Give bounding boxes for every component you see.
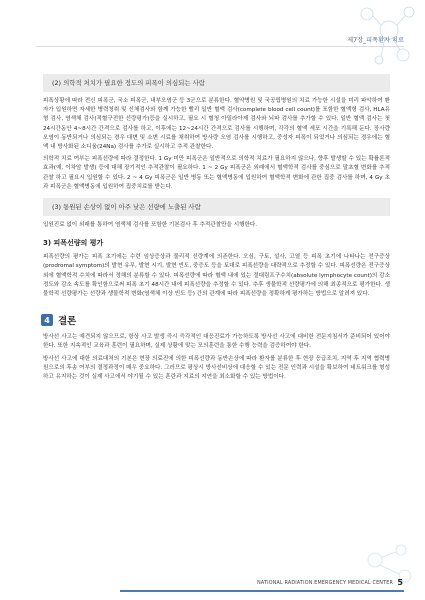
page-content [43,68,390,385]
chapter-title: 피폭환자 치료 [366,37,404,44]
sub2-paragraph-1: 입원진료 없이 외래를 통하여 염색체 검사를 포함한 기본검사 후 추적관찰만을 시행한다. [43,222,258,229]
footer-rule [120,590,404,592]
section3-paragraph-1: 피폭선량의 평가는 피폭 초기에는 수련 임상증상과 물리적 선량계에 의존한다. 오심, 구토, 설사, 고열 등 피폭 초기에 나타나는 전구증상(prodromal symptom)의 발현 유무, 발현 시기, 발현 빈도, 중증도 등을 토대로 피폭선량을 대략적으로 추정할 수 있다. 피폭선량은 전구증상 외에 혈액학적 수치에 따라서 정해의 분류할 수 있다. 피폭선량에 따라 혈액 내에 있는 절대림프구수치(absolute lymphocyte count)의 감소 정도와 감소 속도를 확인함으로써 피폭 초기 48시간 내에 피폭선량을 추정할 수 있다. 추후 생물학적 선량평가에 의해 최종적으로 평가한다. 생물학적 선량평가는 선량과 생물학적 변화(염색체 이상 빈도 등) 간의 관계에 따라 피폭선량을 정확하게 평가하는 방법으로 알려져 있다. [43,254,390,298]
sub1-heading-box [43,74,390,92]
chapter-label: 제7장_ [347,37,367,44]
sub2-heading-box [43,198,390,216]
sub1-paragraph-1: 피폭상황에 따라 전신 피폭군, 국소 피폭군, 내부오염군 등 3군으로 분류한다. 혈약병원 및 국공립병원의 치료 가능한 시설을 미리 파악하여 환자가 입원하면 자세한 병력청취 및 신체검사와 함께 가능한 빨리 일반 혈액 검사(complete blood cell count)를 포함한 혈액형 검사, HLA유형 검사, 염색체 검사(적혈구전한 선량평가)등을 실시하고, 필요 시 혈청 아밀라아제 검사와 뇌파 검사를 추가할 수 있다. 일반 혈액 검사는 첫 24시간동안 4~8시간 간격으로 검사를 하고, 이후에는 12~24시간 간격으로 검사를 시행하며, 각각의 혈액 세포 시간을 기록해 둔다. 장사량 오염이 동반되거나 의심되는 경우 대변 및 소변 시료를 채취하여 방사량 오염 검사를 시행하고, 중성자 피폭이 되었거나 의심되는 경우에는 혈액 내 방사화된 소디움(24Na) 검사를 추가로 실시하고 추적 관찰한다. [43,98,390,151]
conclusion-paragraph-1: 방사선 사고는 예견되지 않으므로, 항상 사고 발생 즉시 즉각적인 대응진료가 가능하도록 방사선 사고에 대비한 전문지침서가 준비되어 있어야 한다. 또한 지속적인 교육과 훈련이 필요하며, 실제 상황에 맞는 모의훈련을 통한 수행 능력을 검증하여야 한다. [43,334,390,350]
sub1-title: (2) 의학적 처치가 필요한 정도의 피폭이 의심되는 사람 [52,79,205,87]
page-number: 5 [397,578,403,587]
conclusion-title: 결론 [58,316,77,328]
section-number-badge: 4 [41,314,53,326]
sub1-paragraph-2: 의학적 치료 여부는 피폭선량에 따라 결정한다. 1 Gy 미만 피폭군은 일반적으로 의학적 치료가 필요하지 않으나, 향후 발생할 수 있는 확률론적 효과(예, 이차암 발생) 등에 대해 장기적인 추적관찰이 필요하다. 1 ~ 2 Gy 피폭군은 외래에서 혈액학적 검사를 중심으로 말초혈 변화를 추적관찰 하고 필요시 입원할 수 있다. 2 ~ 4 Gy 피폭군은 일반 병동 또는 혈액병동에 입원하여 혈액학적 변화에 관한 집중 검사를 하며, 4 Gy 초과 피폭군은 혈액병동에 입원하여 집중치료를 받는다. [43,156,390,190]
conclusion-heading [41,313,390,327]
header-rule [36,46,404,47]
chapter-header [347,35,404,44]
section3-title: 3) 피폭선량의 평가 [43,239,104,248]
footer-organization: NATIONAL RADIATION EMERGENCY MEDICAL CENTER [257,581,393,586]
sub2-title: (3) 통원된 손상이 없이 아주 낮은 선량에 노출된 사람 [52,203,201,212]
conclusion-paragraph-2: 방사선 사고에 대한 의료대처의 기본은 현장 의료진에 의한 피폭선량과 동반손상에 따라 환자를 분류한 후 현장 응급조치, 지역 후 지역 협력병원으로의 후송 여부의 결정과정이 매우 중요하다. 그러므로 평상시 방사선비상에 대응할 수 있는 전문 인력과 시설을 확보하여 네트워크를 형성하고 유지하는 것이 실제 사고에서 야기될 수 있는 혼란과 지료의 지연을 최소화할 수 있는 방법이다. [43,355,390,381]
